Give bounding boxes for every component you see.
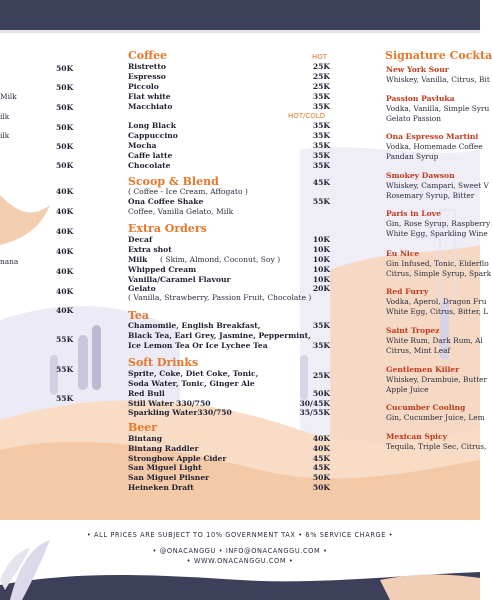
menu-item-price: 25K [312, 72, 330, 81]
scoop-price: 45K [312, 178, 330, 187]
beer-heading: Beer [128, 421, 158, 434]
menu-item-price: 30/45K [299, 399, 330, 408]
menu-item-price: 50K [312, 473, 330, 483]
cocktail-name: Red Furry [386, 287, 429, 296]
cocktail-desc: Gin, Cucumber Juice, Lem [386, 413, 485, 422]
menu-item-price: 10K [312, 255, 330, 264]
left-price: 40K [56, 187, 74, 196]
menu-item-price: 35K [312, 102, 330, 111]
soft-line-2: Soda Water, Tonic, Ginger Ale [128, 379, 255, 388]
footer-website: • WWW.ONACANGGU.COM • [186, 557, 294, 565]
left-price: 40K [56, 227, 74, 236]
menu-item-name: Piccolo [128, 82, 159, 91]
menu-item-price: 35K [312, 92, 330, 101]
menu-item-price: 35K [312, 151, 330, 160]
left-price: 50K [56, 123, 74, 132]
tree-2 [92, 325, 101, 390]
cocktail-name: Gentlemen Killer [386, 365, 460, 374]
gelato-sub: ( Vanilla, Strawberry, Passion Fruit, Chocolate ) [128, 293, 312, 302]
cocktail-desc: Gin Infused, Tonic, Elderflo [386, 259, 489, 268]
menu-item-name: Strongbow Apple Cider [128, 453, 227, 463]
cocktail-name: Cucumber Cooling [386, 403, 466, 412]
cocktail-name: Passion Pavluka [386, 94, 455, 103]
cocktail-desc: Citrus, Mint Leaf [386, 345, 451, 355]
tea-price-1: 35K [312, 321, 330, 330]
menu-item-price: 35K [312, 131, 330, 140]
tea-line-2: Black Tea, Earl Grey, Jasmine, Peppermint, [128, 331, 311, 340]
cocktail-desc: Vodka, Vanilla, Simple Syru [386, 104, 490, 113]
soft-heading: Soft Drinks [128, 356, 199, 369]
footer-contact: • @ONACANGGU • INFO@ONACANGGU.COM • [152, 547, 328, 555]
menu-item-name: Vanilla/Caramel Flavour [128, 275, 231, 284]
cocktail-desc: Vodka, Aperol, Dragon Fru [386, 297, 487, 306]
menu-item-name: Cappuccino [128, 131, 178, 140]
menu-item-price: 20K [312, 284, 330, 293]
left-price: 40K [56, 287, 74, 296]
cocktail-desc: Gelato Passion [386, 113, 442, 123]
menu-item-sub: ( Skim, Almond, Coconut, Soy ) [160, 255, 281, 264]
tree-1 [78, 335, 88, 390]
menu-item-name: Flat white [128, 92, 171, 101]
left-price: 50K [56, 103, 74, 112]
menu-item-name: Mocha [128, 141, 157, 150]
menu-item-name: Bintang [128, 434, 163, 443]
top-border-line [0, 30, 480, 33]
shake-price: 55K [312, 197, 330, 206]
cocktail-name: Paris in Love [386, 209, 441, 218]
menu-item-name: Milk [128, 255, 148, 264]
menu-item-price: 35K [312, 121, 330, 130]
peach-hill-top-left [0, 195, 50, 245]
left-price: 40K [56, 267, 74, 276]
menu-item-price: 25K [312, 82, 330, 91]
menu-item-price: 35K [312, 161, 330, 170]
menu-item-price: 10K [312, 265, 330, 274]
left-price: 50K [56, 64, 74, 73]
tea-line-3: Ice Lemon Tea Or Ice Lychee Tea [128, 341, 268, 350]
shake-name: Ona Coffee Shake [128, 197, 204, 206]
extra-heading: Extra Orders [128, 222, 207, 235]
menu-item-price: 35K [312, 141, 330, 150]
menu-item-price: 45K [312, 453, 330, 463]
menu-item-name: Whipped Cream [128, 265, 197, 274]
menu-item-name: Bintang Raddler [128, 443, 199, 453]
cocktail-name: Ona Espresso Martini [386, 132, 479, 141]
menu-item-name: Ristretto [128, 62, 166, 71]
left-price: 50K [56, 161, 74, 170]
menu-item-name: Red Bull [128, 389, 165, 398]
left-text-fragment: Milk [0, 92, 17, 101]
menu-item-name: San Miguel Light [128, 463, 202, 473]
left-text-fragment: ilk [0, 112, 10, 121]
menu-item-price: 50K [312, 483, 330, 492]
cocktail-desc: Whiskey, Drambuie, Butter [386, 375, 488, 384]
tree-3 [50, 355, 58, 395]
left-price: 40K [56, 247, 74, 256]
menu-item-name: San Miguel Pilsner [128, 473, 210, 483]
menu-item-name: Sparkling Water330/750 [128, 408, 232, 417]
menu-item-name: Chocolate [128, 161, 171, 170]
top-border [0, 0, 480, 30]
tea-price-2: 35K [312, 341, 330, 350]
left-price: 55K [56, 394, 74, 403]
soft-line-1: Sprite, Coke, Diet Coke, Tonic, [128, 369, 259, 378]
cocktail-desc: White Egg, Sparkling Wine [386, 228, 488, 238]
cocktail-desc: Vodka, Homemade Coffee [386, 142, 483, 151]
menu-item-price: 10K [312, 245, 330, 254]
cocktail-desc: Apple Juice [386, 384, 429, 394]
signature-heading: Signature Cockta [385, 49, 492, 62]
soft-price-1: 25K [312, 371, 330, 380]
cocktail-name: New York Sour [386, 65, 449, 74]
menu-item-price: 40K [312, 434, 330, 443]
menu-item-name: Long Black [128, 121, 176, 130]
cocktail-name: Saint Tropez [386, 326, 440, 335]
shake-desc: Coffee, Vanilla Gelato, Milk [128, 207, 234, 216]
cocktail-desc: Whiskey, Vanilla, Citrus, Bit [386, 75, 490, 84]
cocktail-desc: Pandan Syrup [386, 151, 439, 161]
hot-cold-label: HOT/COLD [288, 112, 326, 120]
left-price: 55K [56, 335, 74, 344]
left-text-fragment: nana [0, 257, 19, 266]
cocktail-name: Mexican Spicy [386, 432, 448, 441]
menu-item-price: 35/55K [299, 408, 330, 417]
left-text-fragment: ilk [0, 131, 10, 140]
menu-item-price: 25K [312, 62, 330, 71]
menu-item-name: Caffe latte [128, 151, 173, 160]
menu-item-name: Espresso [128, 72, 166, 81]
left-price: 55K [56, 365, 74, 374]
scoop-heading: Scoop & Blend [128, 175, 219, 188]
tea-heading: Tea [128, 309, 150, 322]
scoop-sub: ( Coffee - Ice Cream, Affogato ) [128, 187, 248, 196]
menu-item-price: 10K [312, 235, 330, 244]
menu-item-name: Heineken Draft [128, 483, 194, 492]
bottom-peach-accent [380, 575, 480, 600]
menu-item-price: 40K [312, 443, 330, 453]
menu-item-price: 10K [312, 275, 330, 284]
cocktail-desc: Rosemary Syrup, Bitter [386, 190, 475, 200]
cocktail-name: Smokey Dawson [386, 171, 455, 180]
cocktail-desc: White Rum, Dark Rum, Al [386, 336, 483, 345]
tea-line-1: Chamomile, English Breakfast, [128, 321, 261, 330]
menu-item-price: 50K [312, 389, 330, 398]
menu-item-name: Macchiato [128, 102, 173, 111]
cocktail-name: Eu Nice [386, 249, 420, 258]
left-price: 40K [56, 207, 74, 216]
hot-label: HOT [312, 53, 328, 61]
cocktail-desc: Tequila, Triple Sec, Citrus, [386, 442, 487, 451]
left-price: 50K [56, 142, 74, 151]
cocktail-desc: White Egg, Citrus, Bitter, L [386, 306, 489, 316]
menu-item-name: Decaf [128, 235, 153, 244]
left-price: 40K [56, 306, 74, 315]
cocktail-desc: Citrus, Simple Syrup, Spark [386, 268, 492, 278]
cocktail-desc: Gin, Rose Syrup, Raspberry [386, 219, 491, 228]
coffee-heading: Coffee [128, 49, 168, 62]
cocktail-desc: Whiskey, Campari, Sweet V [386, 181, 489, 190]
menu-item-name: Gelato [128, 284, 156, 293]
menu-item-price: 45K [312, 463, 330, 473]
left-price: 50K [56, 83, 74, 92]
menu-item-name: Extra shot [128, 245, 172, 254]
menu-item-name: Still Water 330/750 [128, 399, 211, 408]
footer-tax-note: • ALL PRICES ARE SUBJECT TO 10% GOVERNMENT TAX • 6% SERVICE CHARGE • [86, 531, 394, 539]
